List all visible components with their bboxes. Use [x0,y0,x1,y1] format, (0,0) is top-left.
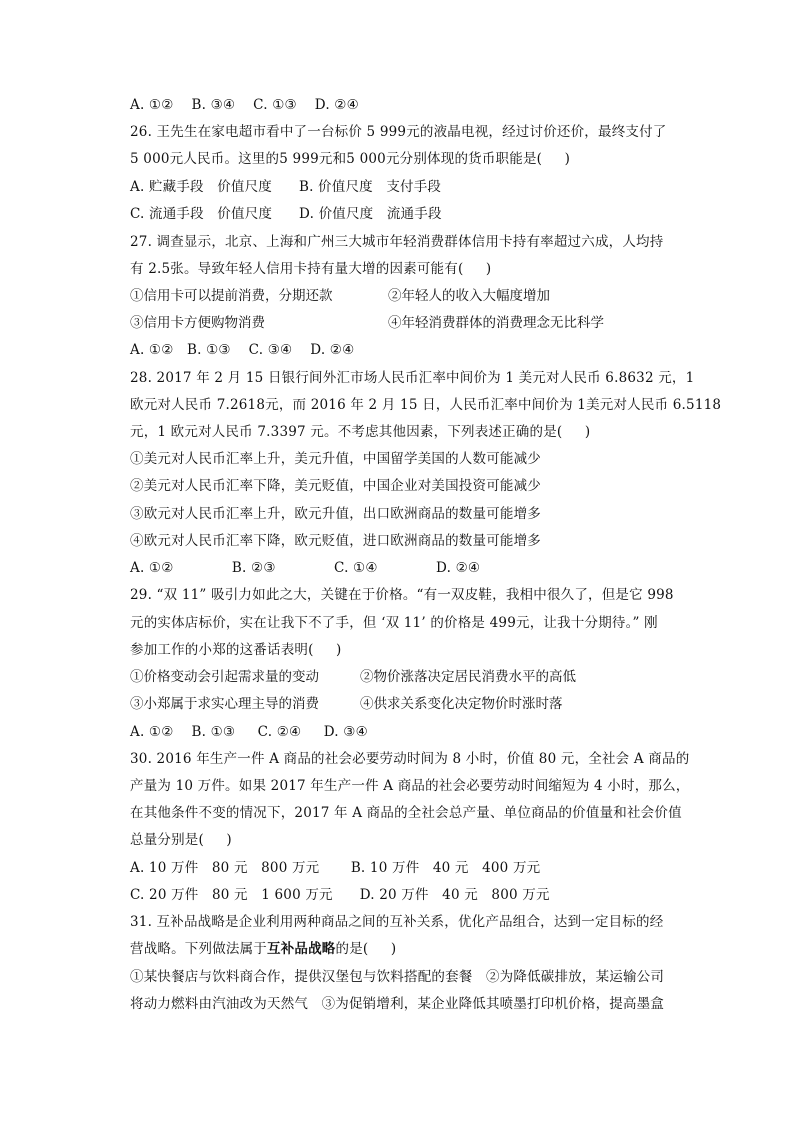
q26-stem-line1: 26. 王先生在家电超市看中了一台标价 5 999元的液晶电视，经过讨价还价，最终支付了 [130,124,667,140]
q27-stem-line1: 27. 调查显示，北京、上海和广州三大城市年轻消费群体信用卡持有率超过六成，人均持 [130,234,664,250]
q30-choices-cd: C. 20 万件 80 元 1 600 万元 D. 20 万件 40 元 800 万元 [130,887,550,903]
q26-choices-ab: A. 贮藏手段 价值尺度 B. 价值尺度 支付手段 [130,179,442,195]
q29-option-3: ③小郑属于求实心理主导的消费 [130,696,319,712]
q27-answer-choices: A. ①② B. ①③ C. ③④ D. ②④ [130,342,355,358]
q30-stem-line3: 在其他条件不变的情况下，2017 年 A 商品的全社会总产量、单位商品的价值量和社会价值 [130,805,682,821]
q29-option-4: ④供求关系变化决定物价时涨时落 [360,696,563,712]
q29-stem-line3: 参加工作的小郑的这番话表明( ) [130,642,342,658]
q25-answer-choices: A. ①② B. ③④ C. ①③ D. ②④ [130,97,359,113]
q30-choices-ab: A. 10 万件 80 元 800 万元 B. 10 万件 40 元 400 万元 [130,860,541,876]
q26-stem-line2: 5 000元人民币。这里的5 999元和5 000元分别体现的货币职能是( ) [130,151,571,167]
q31-stem-line2 [130,940,396,958]
q28-stem-line1: 28. 2017 年 2 月 15 日银行间外汇市场人民币汇率中间价为 1 美元对人民币 6.8632 元，1 [130,370,695,386]
q29-option-1: ①价格变动会引起需求量的变动 [130,669,319,685]
q28-answer-choices: A. ①② B. ②③ C. ①④ D. ②④ [130,560,481,576]
q31-stem-suffix: 的是( ) [335,941,397,957]
q29-stem-line2: 元的实体店标价，实在让我下不了手，但 ‘双 11’ 的价格是 499元，让我十分期待。” 刚 [130,615,658,631]
q31-options-line2: 将动力燃料由汽油改为天然气 ③为促销增利，某企业降低其喷墨打印机价格，提高墨盒 [130,996,665,1012]
q27-option-2: ②年轻人的收入大幅度增加 [388,288,550,304]
q29-option-2: ②物价涨落决定居民消费水平的高低 [360,669,576,685]
q26-choices-cd: C. 流通手段 价值尺度 D. 价值尺度 流通手段 [130,206,442,222]
q29-answer-choices: A. ①② B. ①③ C. ②④ D. ③④ [130,724,368,740]
q28-option-4: ④欧元对人民币汇率下降，欧元贬值，进口欧洲商品的数量可能增多 [130,533,541,549]
q30-stem-line1: 30. 2016 年生产一件 A 商品的社会必要劳动时间为 8 小时，价值 80 元，全社会 A 商品的 [130,751,690,767]
q31-stem-line1: 31. 互补品战略是企业利用两种商品之间的互补关系，优化产品组合，达到一定目标的经 [130,914,664,930]
q27-option-4: ④年轻消费群体的消费理念无比科学 [388,315,604,331]
q30-stem-line2: 产量为 10 万件。如果 2017 年生产一件 A 商品的社会必要劳动时间缩短为 4 小时，那么， [130,778,690,794]
q31-keyword: 互补品战略 [267,941,336,957]
q27-stem-line2: 有 2.5张。导致年轻人信用卡持有量大增的因素可能有( ) [130,261,492,277]
q31-stem-prefix: 营战略。下列做法属于 [130,941,267,957]
q27-option-1: ①信用卡可以提前消费，分期还款 [130,288,333,304]
q29-stem-line1: 29. “双 11” 吸引力如此之大，关键在于价格。“有一双皮鞋，我相中很久了，但是它 998 [130,587,674,603]
q28-option-3: ③欧元对人民币汇率上升，欧元升值，出口欧洲商品的数量可能增多 [130,506,541,522]
q28-stem-line3: 元，1 欧元对人民币 7.3397 元。不考虑其他因素，下列表述正确的是( ) [130,424,591,440]
q30-stem-line4: 总量分别是( ) [130,832,232,848]
q28-option-2: ②美元对人民币汇率下降，美元贬值，中国企业对美国投资可能减少 [130,478,541,494]
q27-option-3: ③信用卡方便购物消费 [130,315,265,331]
q31-options-line1: ①某快餐店与饮料商合作，提供汉堡包与饮料搭配的套餐 ②为降低碳排放，某运输公司 [130,969,665,985]
q28-stem-line2: 欧元对人民币 7.2618元，而 2016 年 2 月 15 日，人民币汇率中间价为 1美元对人民币 6.5118 [130,397,722,413]
q28-option-1: ①美元对人民币汇率上升，美元升值，中国留学美国的人数可能减少 [130,451,541,467]
